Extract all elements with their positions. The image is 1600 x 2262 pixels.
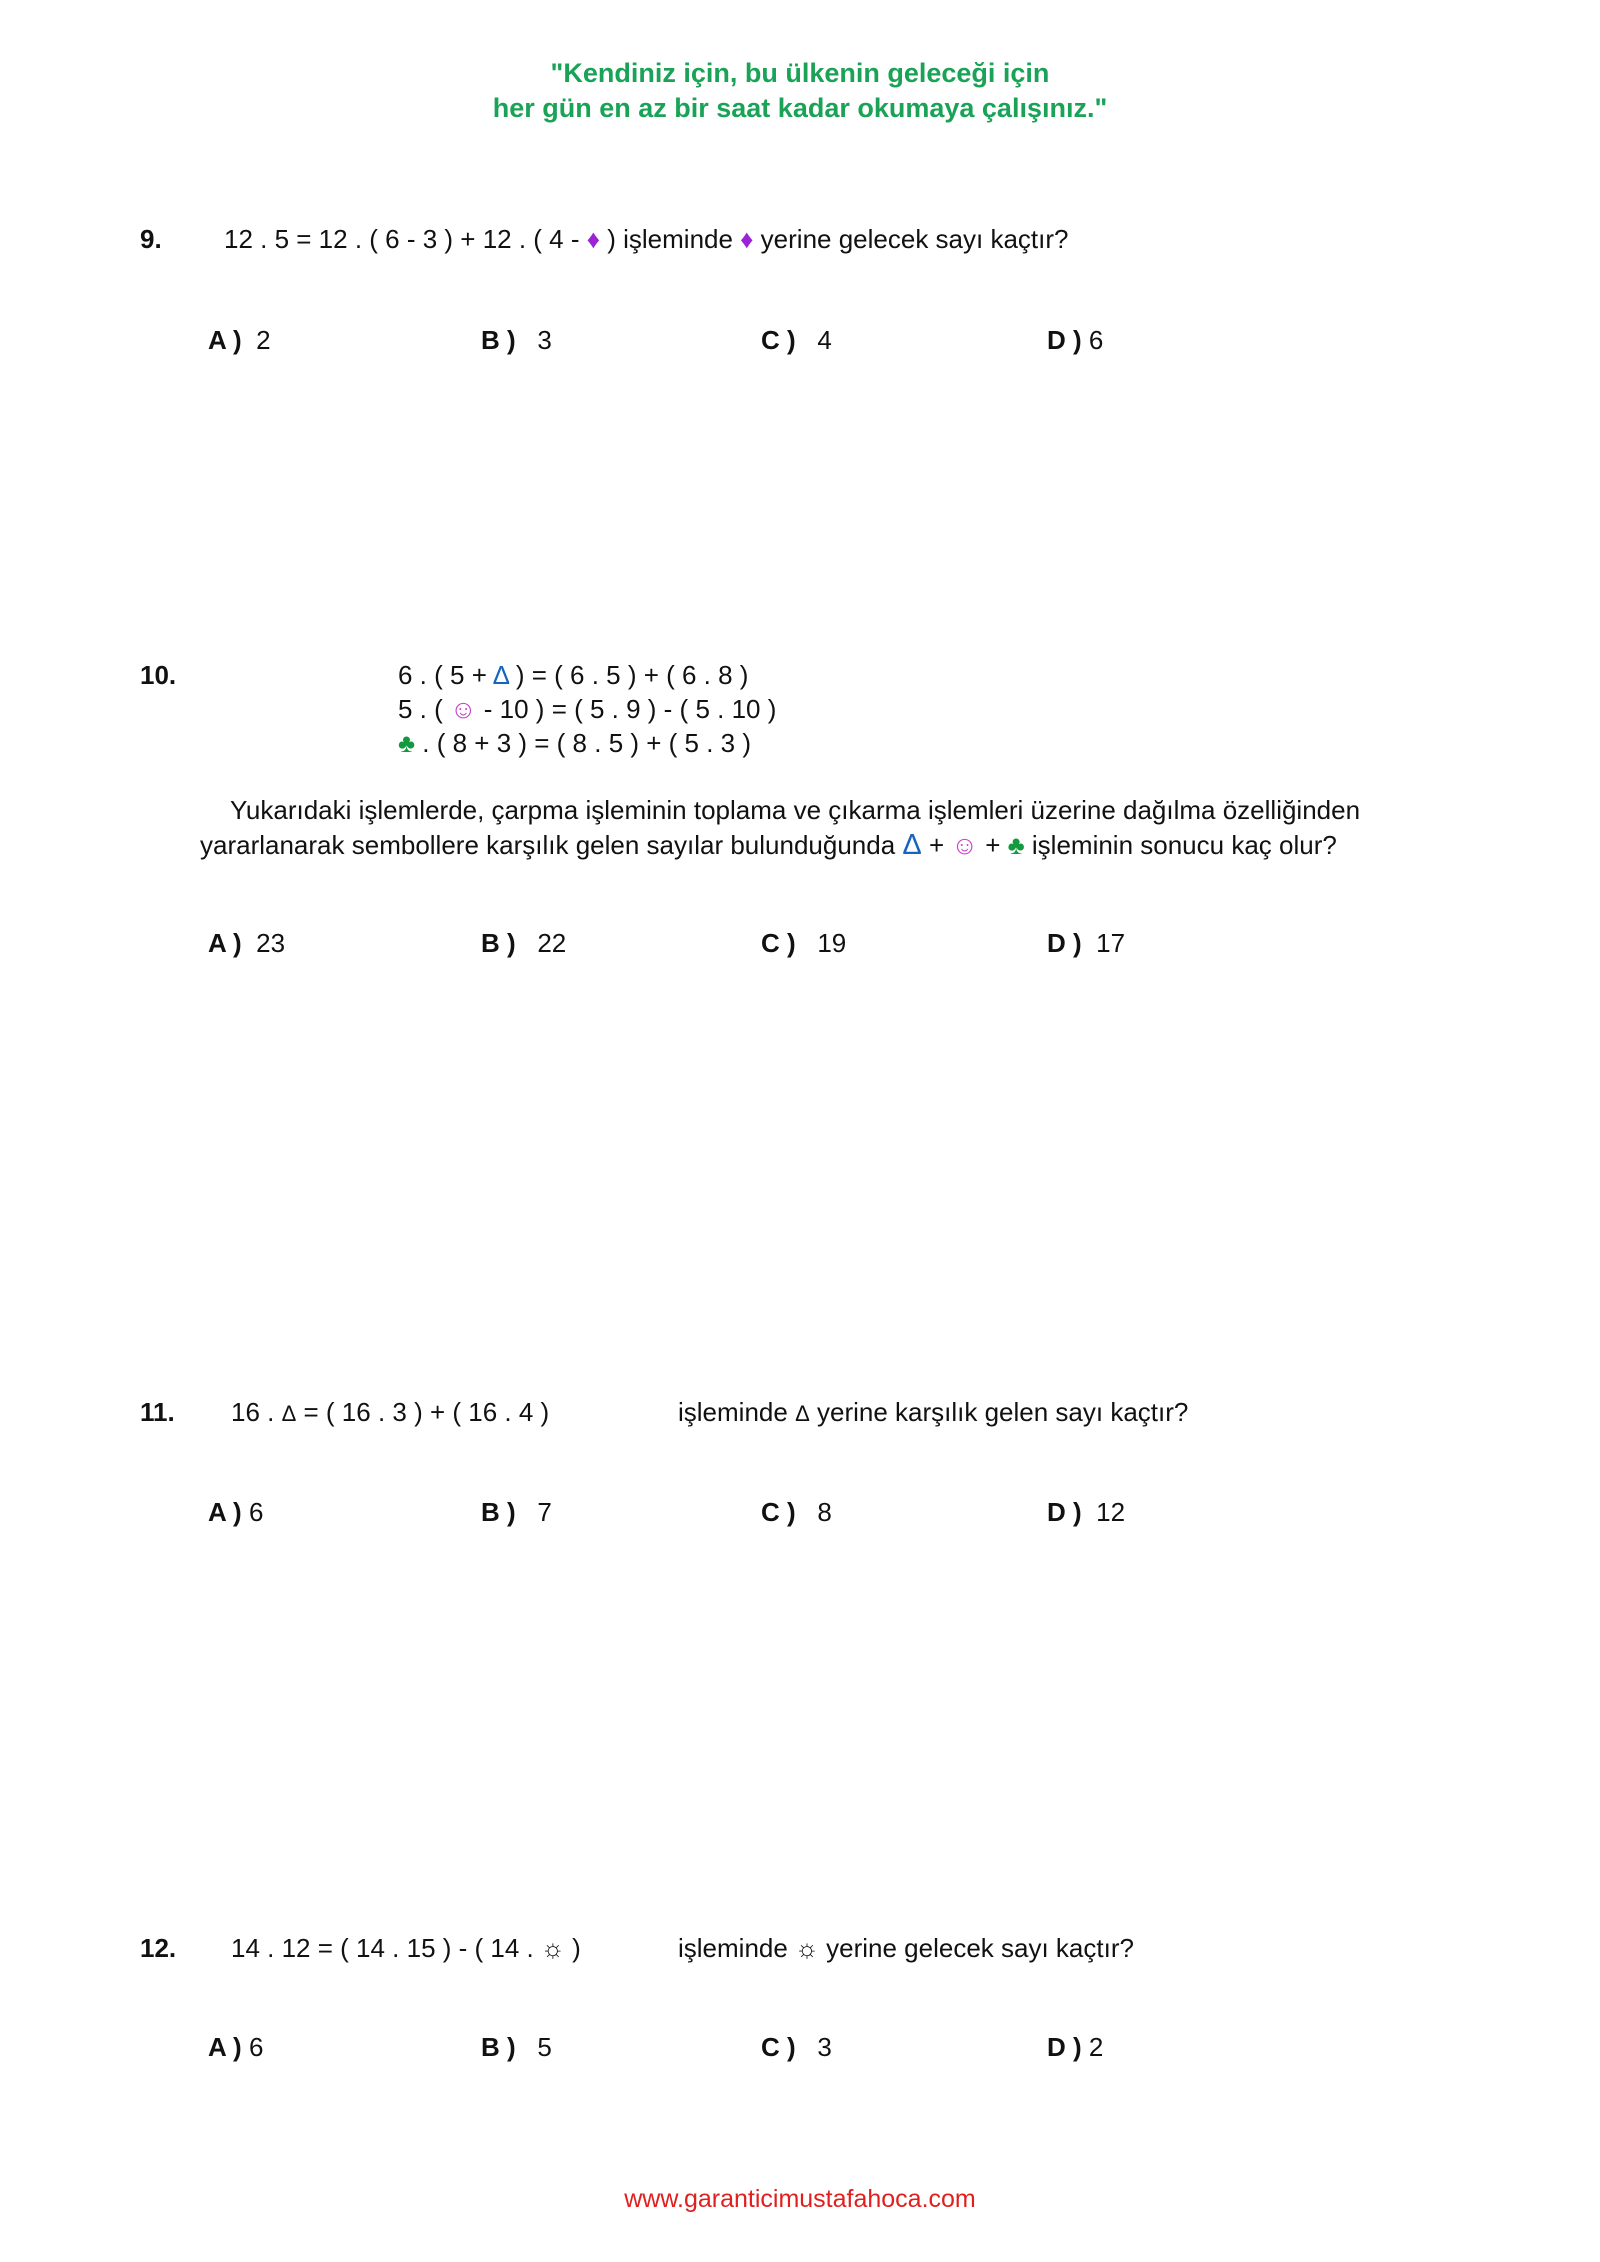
question-10-paragraph-line-2 [200,829,1337,862]
q9-option-c[interactable] [761,325,832,356]
question-12-expression [231,1933,581,1964]
prompt-text: yerine karşılık gelen sayı kaçtır? [809,1397,1189,1427]
prompt-text: işleminde [678,1397,796,1427]
option-letter: D ) [1047,2032,1082,2062]
q9-option-a[interactable] [208,325,271,356]
option-letter: D ) [1047,325,1082,355]
q12-option-d[interactable] [1047,2032,1103,2063]
header-motto-line-1: "Kendiniz için, bu ülkenin geleceği için [550,58,1050,88]
option-value: 7 [537,1497,552,1527]
smiley-icon: ☺ [450,694,477,724]
option-value: 5 [537,2032,552,2062]
option-letter: A ) [208,325,242,355]
option-letter: C ) [761,325,796,355]
question-11-number: 11. [140,1397,175,1427]
plus-sign: + [921,830,952,860]
question-10-equation-3 [398,728,751,759]
q11-option-b[interactable] [481,1497,552,1528]
q12-option-b[interactable] [481,2032,552,2063]
diamond-icon: ♦ [740,224,754,254]
equation-text: 5 . ( [398,694,451,724]
question-11-expression [231,1397,549,1428]
option-letter: A ) [208,928,242,958]
diamond-icon: ♦ [586,224,601,254]
delta-icon: Δ [281,1401,297,1426]
option-letter: A ) [208,1497,242,1527]
expression-text: 16 . [231,1397,282,1427]
q12-option-c[interactable] [761,2032,832,2063]
q10-option-b[interactable] [481,928,566,959]
option-value: 6 [1088,325,1104,355]
equation-text: 6 . ( 5 + [398,660,493,690]
option-letter: B ) [481,928,516,958]
question-9-text [224,224,1069,255]
q11-option-c[interactable] [761,1497,832,1528]
option-value: 3 [537,325,552,355]
question-10-equation-1 [398,660,748,691]
q12-option-a[interactable] [208,2032,263,2063]
expression-text: = ( 16 . 3 ) + ( 16 . 4 ) [296,1397,550,1427]
prompt-text: yerine gelecek sayı kaçtır? [818,1933,1134,1963]
smiley-icon: ☺ [951,830,978,860]
delta-icon: Δ [492,660,509,690]
option-letter: D ) [1047,1497,1082,1527]
question-9-expression-end: ) işleminde [600,224,741,254]
plus-sign: + [977,830,1008,860]
option-value: 22 [537,928,567,958]
option-letter: A ) [208,2032,242,2062]
question-9-prompt: yerine gelecek sayı kaçtır? [753,224,1069,254]
option-value: 8 [817,1497,832,1527]
option-value: 2 [1088,2032,1104,2062]
q10-option-c[interactable] [761,928,846,959]
option-letter: C ) [761,928,796,958]
option-value: 6 [248,2032,264,2062]
prompt-text: işleminde [678,1933,796,1963]
option-letter: D ) [1047,928,1082,958]
option-value: 12 [1096,1497,1126,1527]
footer-website-link[interactable]: www.garanticimustafahoca.com [624,2185,976,2213]
q10-option-a[interactable] [208,928,285,959]
club-icon: ♣ [398,728,416,758]
q10-option-d[interactable] [1047,928,1125,959]
option-value: 3 [817,2032,832,2062]
question-10-equation-2 [398,694,776,725]
question-9-number: 9. [140,224,162,254]
question-10-number: 10. [140,660,177,690]
paragraph-text: işleminin sonucu kaç olur? [1024,830,1337,860]
expression-text: ) [564,1933,581,1963]
option-letter: C ) [761,1497,796,1527]
option-value: 19 [817,928,847,958]
club-icon: ♣ [1007,830,1025,860]
sun-icon: ☼ [795,1933,819,1963]
q9-option-d[interactable] [1047,325,1103,356]
paragraph-text: yararlanarak sembollere karşılık gelen sayılar bulunduğunda [200,830,903,860]
delta-icon: Δ [795,1401,810,1426]
delta-icon: Δ [902,829,922,861]
question-11-prompt [678,1397,1188,1428]
option-value: 17 [1096,928,1126,958]
question-12-prompt [678,1933,1134,1964]
option-letter: B ) [481,2032,516,2062]
option-value: 2 [256,325,271,355]
equation-text: . ( 8 + 3 ) = ( 8 . 5 ) + ( 5 . 3 ) [415,728,752,758]
q9-option-b[interactable] [481,325,552,356]
q11-option-d[interactable] [1047,1497,1125,1528]
option-value: 4 [817,325,832,355]
question-12-number: 12. [140,1933,177,1963]
expression-text: 14 . 12 = ( 14 . 15 ) - ( 14 . [231,1933,541,1963]
equation-text: - 10 ) = ( 5 . 9 ) - ( 5 . 10 ) [476,694,777,724]
option-letter: B ) [481,1497,516,1527]
sun-icon: ☼ [541,1933,565,1963]
equation-text: ) = ( 6 . 5 ) + ( 6 . 8 ) [508,660,749,690]
q11-option-a[interactable] [208,1497,263,1528]
question-9-expression: 12 . 5 = 12 . ( 6 - 3 ) + 12 . ( 4 - [224,224,587,254]
question-10-paragraph-line-1: Yukarıdaki işlemlerde, çarpma işleminin toplama ve çıkarma işlemleri üzerine dağılma özelliğinden [230,795,1361,825]
option-value: 6 [248,1497,264,1527]
header-motto-line-2: her gün en az bir saat kadar okumaya çalışınız." [492,93,1108,123]
option-letter: B ) [481,325,516,355]
option-value: 23 [256,928,286,958]
option-letter: C ) [761,2032,796,2062]
